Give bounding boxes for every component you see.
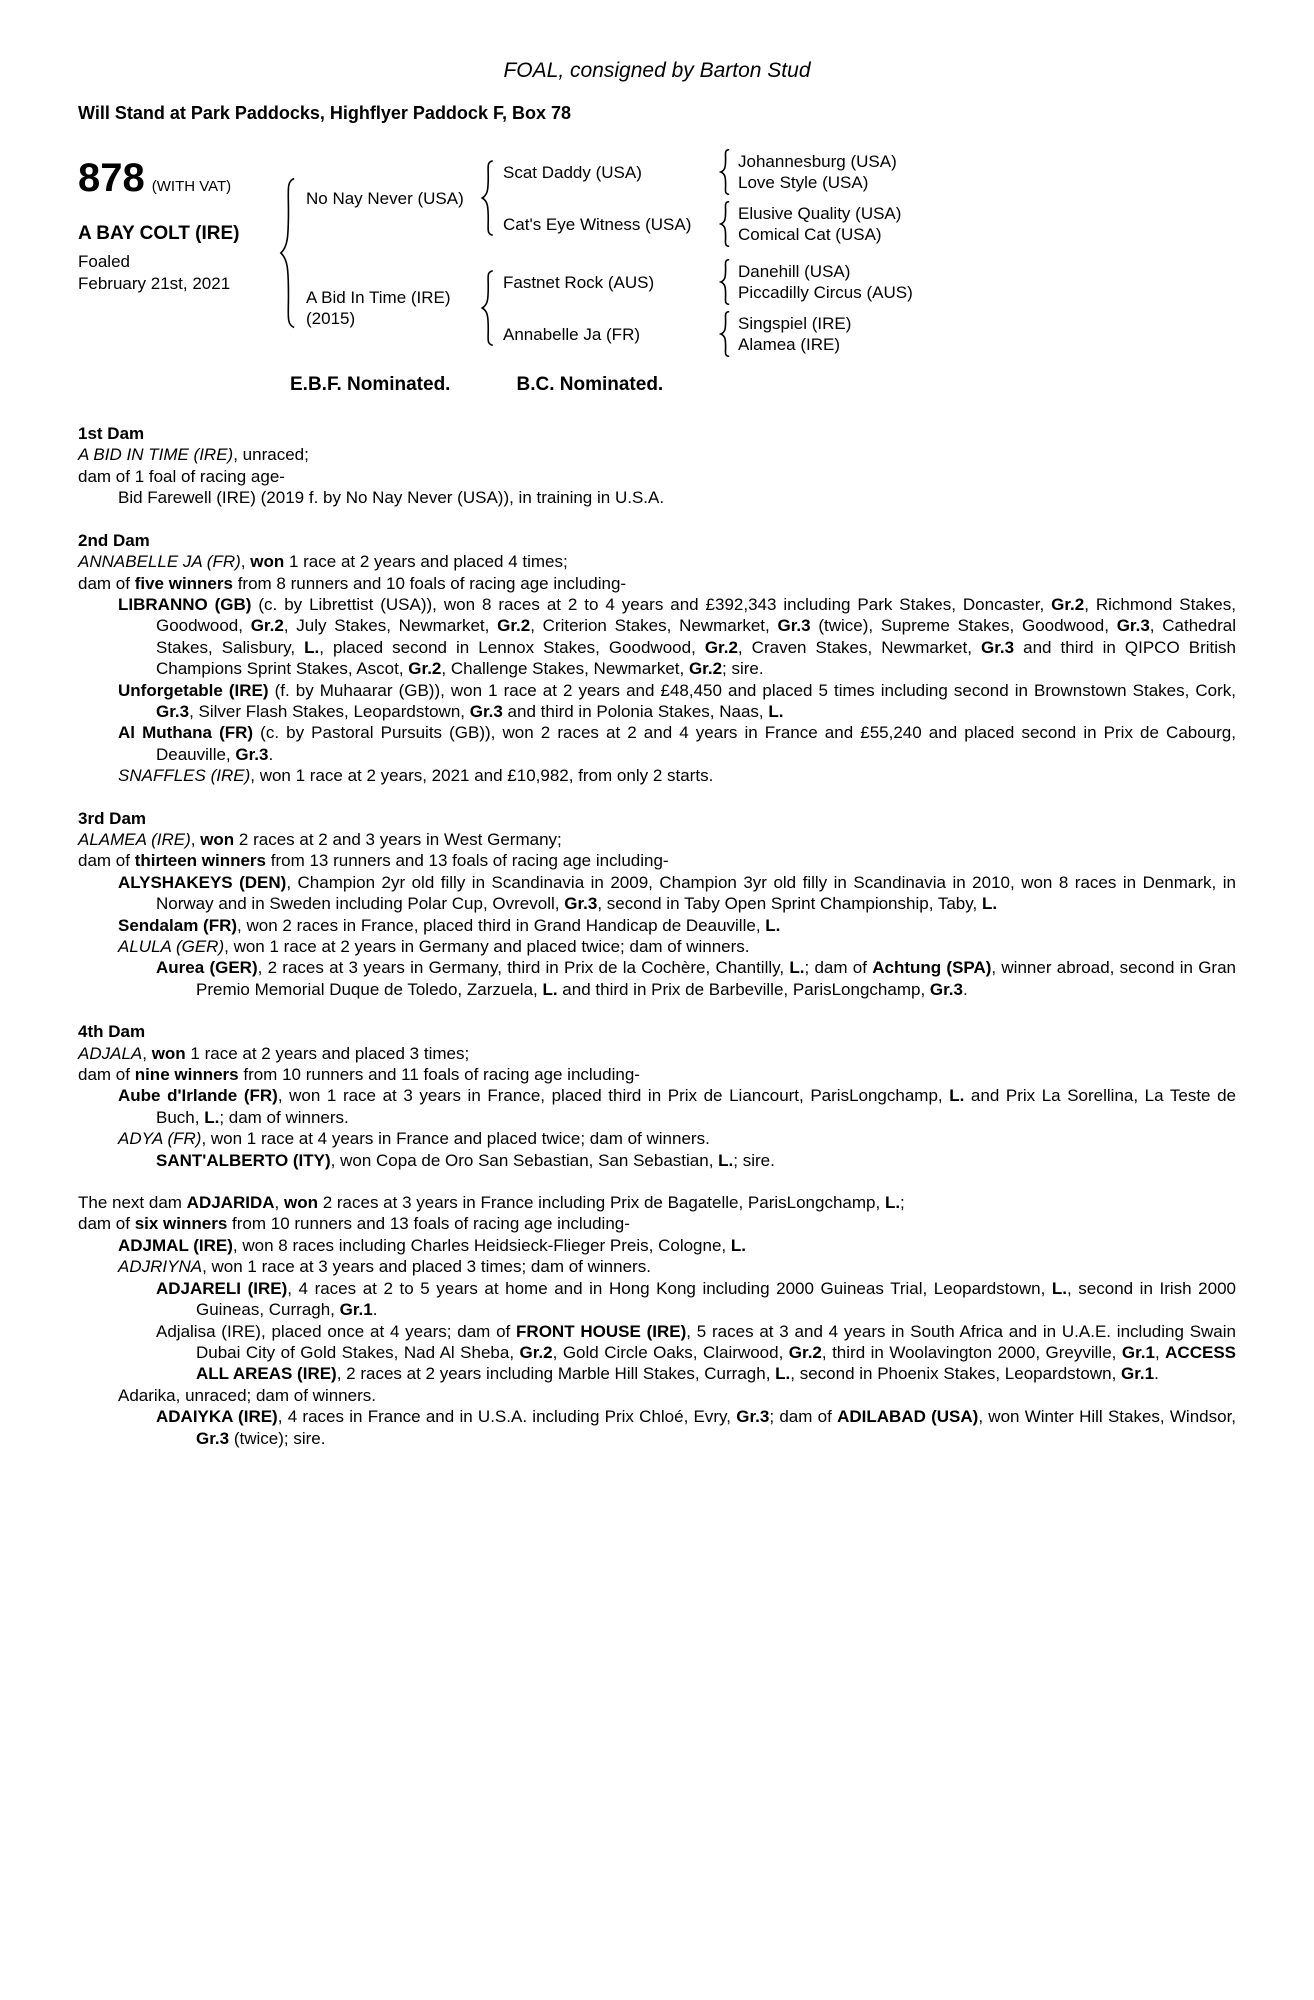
body-text: . [1154,1364,1159,1384]
emphasized-text: Gr.3 [156,701,190,721]
body-text: , [190,829,201,849]
emphasized-text: Gr.2 [519,1342,553,1362]
dam-section-heading: 3rd Dam [78,808,147,828]
emphasized-text: Gr.2 [688,659,723,679]
dam-brace-icon [480,270,495,346]
page-title: FOAL, consigned by Barton Stud [503,59,811,82]
body-text: (twice), Supreme Stakes, Goodwood, [810,616,1117,636]
dam-sire-parents [738,261,913,303]
dam-dam-name: Annabelle Ja (FR) [503,324,641,344]
ebf-nominated-label: E.B.F. Nominated. [290,374,451,396]
body-text: , second in Taby Open Sprint Championship, Taby, [597,894,982,914]
emphasized-text: ADJMAL (IRE) [118,1235,233,1255]
sire-sire-group [503,149,901,195]
dam-half [306,259,913,357]
body-text: . [268,744,274,764]
dam-grandparents [503,259,913,357]
ancestor-name: Danehill (USA) [738,262,851,282]
emphasized-text: Gr.2 [250,616,284,636]
body-text: , Gold Circle Oaks, Clairwood, [552,1342,789,1362]
foaled-label: Foaled [78,252,130,272]
emphasized-text: Gr.2 [408,659,442,679]
dam-section-heading: 2nd Dam [78,530,150,550]
emphasized-text: L. [1051,1278,1067,1298]
lot-info [78,149,278,294]
emphasized-text: ADILABAD (USA) [837,1407,979,1427]
dam-name: A Bid In Time (IRE) [306,288,451,308]
pedigree-paragraph [78,1150,1236,1171]
dam-section [78,423,1236,509]
pedigree-paragraph [78,1385,1236,1406]
emphasized-text: Gr.1 [1121,1364,1155,1384]
emphasized-text: L. [775,1364,791,1384]
emphasized-text: six winners [134,1214,228,1234]
lot-number-row [78,153,278,203]
emphasized-text: LIBRANNO (GB) [118,594,252,614]
sire-dam-parents [738,203,901,245]
bc-nominated-label: B.C. Nominated. [516,374,664,396]
emphasized-text: FRONT HOUSE (IRE) [516,1321,687,1341]
italic-text: ADJALA [78,1043,143,1063]
sections [78,423,1236,1449]
pedigree-main-brace-icon [278,177,297,329]
body-text: . [372,1300,378,1320]
ancestor-name: Elusive Quality (USA) [738,204,902,224]
ancestor-name: Johannesburg (USA) [738,152,897,172]
pedigree-paragraph [78,1213,1236,1234]
pedigree-paragraph [78,829,1236,850]
emphasized-text: won [283,1193,318,1213]
emphasized-text: Achtung (SPA) [872,958,992,978]
emphasized-text: L. [718,1150,734,1170]
body-text: , placed second in Lennox Stakes, Goodwood, [319,637,705,657]
emphasized-text: L. [768,701,784,721]
body-text: , Criterion Stakes, Newmarket, [530,616,778,636]
pedigree-paragraph [78,722,1236,765]
emphasized-text: Sendalam (FR) [118,915,238,935]
emphasized-text: Gr.3 [235,744,269,764]
body-text: dam of [78,573,135,593]
emphasized-text: SANT'ALBERTO (ITY) [156,1150,331,1170]
pedigree-paragraph [78,1043,1236,1064]
body-text: , Challenge Stakes, Newmarket, [441,659,689,679]
body-text: , [240,552,251,572]
body-text: Adjalisa (IRE), placed once at 4 years; dam of [156,1321,517,1341]
body-text: , won 1 race at 2 years, 2021 and £10,982, from only 2 starts. [250,766,714,786]
pedigree-paragraph [78,850,1236,871]
lot-header-row [78,149,1236,357]
emphasized-text: nine winners [134,1065,239,1085]
sire-half [306,149,913,247]
body-text: , 2 races at 2 years including Marble Hill Stakes, Curragh, [336,1364,776,1384]
dam-name-block [306,287,474,329]
dam-section [78,1192,1236,1449]
emphasized-text: L. [204,1107,220,1127]
emphasized-text: L. [304,637,320,657]
body-text: , won 8 races including Charles Heidsieck-Flieger Preis, Cologne, [232,1235,731,1255]
emphasized-text: Gr.3 [980,637,1015,657]
emphasized-text: ADJARIDA [186,1193,275,1213]
ancestor-name: Love Style (USA) [738,173,869,193]
body-text: , won Copa de Oro San Sebastian, San Sebastian, [330,1150,719,1170]
sire-grandparents [503,149,901,247]
pedigree-paragraph [78,765,1236,786]
body-text: dam of 1 foal of racing age- [78,466,285,486]
body-text: from 8 runners and 10 foals of racing age including- [232,573,627,593]
pedigree-paragraph [78,551,1236,572]
pedigree-paragraph [78,915,1236,936]
body-text: (c. by Librettist (USA)), won 8 races at 2 to 4 years and £392,343 including Park Stakes, Doncaster, [251,594,1052,614]
emphasized-text: L. [949,1086,965,1106]
dam-sire-brace-icon [719,259,731,305]
body-text: , won 1 race at 2 years in Germany and placed twice; dam of winners. [224,937,750,956]
emphasized-text: five winners [134,573,233,593]
body-text: Bid Farewell (IRE) (2019 f. by No Nay Never (USA)), in training in U.S.A. [118,488,665,508]
body-text: and third in Prix de Barbeville, ParisLongchamp, [557,979,930,999]
italic-text: SNAFFLES (IRE) [118,766,251,786]
sire-brace-icon [480,160,495,236]
body-text: , second in Phoenix Stakes, Leopardstown, [790,1364,1122,1384]
emphasized-text: L. [789,958,805,978]
body-text: dam of [78,851,135,871]
pedigree-paragraph [78,444,1236,465]
pedigree-paragraph [78,1321,1236,1385]
dam-dam-group [503,311,913,357]
lot-number: 878 [78,156,145,201]
sire-sire-name: Scat Daddy (USA) [503,162,642,182]
sire-name: No Nay Never (USA) [306,188,464,208]
lot-vat-note: (WITH VAT) [151,178,232,196]
ancestor-name: Alamea (IRE) [738,335,841,355]
ancestor-name: Piccadilly Circus (AUS) [738,283,913,303]
emphasized-text: ADAIYKA (IRE) [156,1407,278,1427]
emphasized-text: L. [884,1193,901,1213]
sire-sire-brace-icon [719,149,731,195]
body-text: , 5 races at 3 and 4 years in South Africa and in U.A.E. including Swain Dubai City of Gold Stakes, Nad Al Sheba, [196,1321,1236,1362]
body-text: (c. by Pastoral Pursuits (GB)), won 2 races at 2 and 4 years in France and £55,240 and placed second in Prix de Cabourg, Deauville, [156,723,1236,764]
dam-sire-group [503,259,913,305]
body-text: ; sire. [722,659,764,679]
body-text: , Craven Stakes, Newmarket, [737,637,981,657]
body-text: , won 2 races in France, placed third in Grand Handicap de Deauville, [237,915,766,935]
body-text: , [274,1193,284,1213]
emphasized-text: L. [765,915,781,935]
emphasized-text: won [200,829,235,849]
body-text: , won Winter Hill Stakes, Windsor, [978,1407,1237,1427]
body-text: , Champion 2yr old filly in Scandinavia in 2009, Champion 3yr old filly in Scandinavia in 2010, won 8 races in Denmark, in Norway and in Sweden including Polar Cup, Ovrevoll, [156,872,1236,914]
italic-text: ALAMEA (IRE) [78,829,191,849]
pedigree-paragraph [78,957,1236,1000]
body-text: 1 race at 2 years and placed 3 times; [185,1043,470,1063]
body-text: ; dam of winners. [219,1107,349,1127]
emphasized-text: won [151,1043,186,1063]
nominations-row [290,373,1236,397]
emphasized-text: Gr.3 [196,1428,230,1448]
body-text: , [142,1043,152,1063]
body-text: ; sire. [733,1150,775,1170]
body-text: 1 race at 2 years and placed 4 times; [284,552,568,572]
body-text: . [962,979,968,999]
emphasized-text: L. [542,979,558,999]
pedigree-paragraph [78,573,1236,594]
body-text: from 13 runners and 13 foals of racing age including- [266,851,669,871]
pedigree-paragraph [78,1235,1236,1256]
pedigree-paragraph [78,872,1236,915]
body-text: The next dam [78,1193,187,1213]
body-text: 2 races at 3 years in France including Prix de Bagatelle, ParisLongchamp, [317,1193,885,1213]
dam-sire-name: Fastnet Rock (AUS) [503,272,655,292]
emphasized-text: Gr.3 [929,979,963,999]
body-text: ; dam of [804,958,873,978]
body-text: , won 1 race at 4 years in France and placed twice; dam of winners. [201,1129,710,1149]
emphasized-text: Gr.2 [788,1342,822,1362]
emphasized-text: Gr.1 [1121,1342,1155,1362]
body-text: Adarika, unraced; dam of winners. [118,1385,376,1405]
dam-section-heading: 4th Dam [78,1022,146,1042]
body-text: , Richmond Stakes, Goodwood, [156,594,1236,636]
emphasized-text: Gr.3 [1116,616,1150,636]
body-text: ; [900,1193,905,1213]
pedigree-tree [306,149,913,357]
emphasized-text: thirteen winners [134,851,267,871]
pedigree-paragraph [78,1256,1236,1277]
emphasized-text: Gr.2 [1051,594,1085,614]
body-text: ; dam of [769,1407,838,1427]
body-text: , winner abroad, second in Gran Premio Memorial Duque de Toledo, Zarzuela, [196,958,1237,999]
ancestor-name: Singspiel (IRE) [738,314,852,334]
body-text: 2 races at 2 and 3 years in West Germany; [234,829,562,849]
body-text: dam of [78,1065,135,1085]
body-text: , [1154,1342,1166,1362]
body-text: and Prix La Sorellina, La Teste de Buch, [156,1086,1236,1127]
italic-text: ANNABELLE JA (FR) [78,552,241,572]
dam-dam-brace-icon [719,311,731,357]
horse-name: A BAY COLT (IRE) [78,222,240,244]
foaled-date: February 21st, 2021 [78,273,231,293]
body-text: (twice); sire. [229,1428,326,1448]
body-text: , third in Woolavington 2000, Greyville, [821,1342,1122,1362]
body-text: , 2 races at 3 years in Germany, third in Prix de la Cochère, Chantilly, [257,958,790,978]
ancestor-name: Comical Cat (USA) [738,225,882,245]
body-text: , 4 races at 2 to 5 years at home and in Hong Kong including 2000 Guineas Trial, Leopardstown, [287,1278,1052,1298]
sire-dam-name: Cat's Eye Witness (USA) [503,214,692,234]
stand-location-line: Will Stand at Park Paddocks, Highflyer Paddock F, Box 78 [78,103,571,124]
emphasized-text: Gr.3 [777,616,811,636]
pedigree-paragraph [78,1064,1236,1085]
emphasized-text: Unforgetable (IRE) [118,680,269,700]
sire-dam-group [503,201,901,247]
body-text: and third in Polonia Stakes, Naas, [502,701,769,721]
italic-text: ALULA (GER) [118,937,225,956]
pedigree-paragraph [78,936,1236,957]
dam-section [78,530,1236,787]
body-text: , 4 races in France and in U.S.A. including Prix Chloé, Evry, [277,1407,737,1427]
pedigree-paragraph [78,466,1236,487]
body-text: , July Stakes, Newmarket, [283,616,498,636]
emphasized-text: Aurea (GER) [156,958,258,978]
sire-dam-brace-icon [719,201,731,247]
emphasized-text: ALYSHAKEYS (DEN) [118,872,287,892]
emphasized-text: Gr.2 [704,637,738,657]
emphasized-text: Gr.3 [469,701,503,721]
body-text: from 10 runners and 13 foals of racing age including- [227,1214,630,1234]
emphasized-text: Gr.2 [497,616,531,636]
pedigree-paragraph [78,1278,1236,1321]
dam-dam-parents [738,313,851,355]
pedigree-paragraph [78,1406,1236,1449]
italic-text: ADYA (FR) [118,1129,202,1149]
pedigree-paragraph [78,1128,1236,1149]
dam-year: (2015) [306,309,356,329]
emphasized-text: L. [981,894,998,914]
body-text: (f. by Muhaarar (GB)), won 1 race at 2 years and £48,450 and placed 5 times including second in Brownstown Stakes, Cork, [268,680,1237,700]
body-text: , unraced; [233,445,309,465]
emphasized-text: Gr.3 [564,894,598,914]
dam-section-heading: 1st Dam [78,424,145,444]
emphasized-text: Al Muthana (FR) [118,723,254,743]
body-text: , Cathedral Stakes, Salisbury, [156,616,1236,657]
pedigree-paragraph [78,594,1236,680]
emphasized-text: Gr.3 [736,1407,770,1427]
emphasized-text: won [250,552,285,572]
emphasized-text: Gr.1 [339,1300,373,1320]
body-text: , second in Irish 2000 Guineas, Curragh, [196,1278,1236,1320]
body-text: , won 1 race at 3 years and placed 3 times; dam of winners. [202,1257,651,1277]
body-text: , Silver Flash Stakes, Leopardstown, [189,701,470,721]
body-text: and third in QIPCO British Champions Sprint Stakes, Ascot, [156,637,1236,679]
emphasized-text: ACCESS ALL AREAS (IRE) [196,1342,1237,1384]
emphasized-text: L. [730,1235,746,1255]
emphasized-text: Aube d'Irlande (FR) [118,1086,278,1106]
pedigree-paragraph [78,487,1236,508]
body-text: dam of [78,1214,135,1234]
emphasized-text: ADJARELI (IRE) [156,1278,288,1298]
italic-text: A BID IN TIME (IRE) [78,445,234,465]
dam-section [78,808,1236,1001]
italic-text: ADJRIYNA [118,1257,203,1277]
pedigree-paragraph [78,1085,1236,1128]
body-text: from 10 runners and 11 foals of racing age including- [238,1065,640,1085]
pedigree-paragraph [78,1192,1236,1213]
dam-section [78,1021,1236,1171]
body-text: , won 1 race at 3 years in France, placed third in Prix de Liancourt, ParisLongchamp, [277,1086,950,1106]
pedigree-paragraph [78,680,1236,723]
sire-sire-parents [738,151,897,193]
